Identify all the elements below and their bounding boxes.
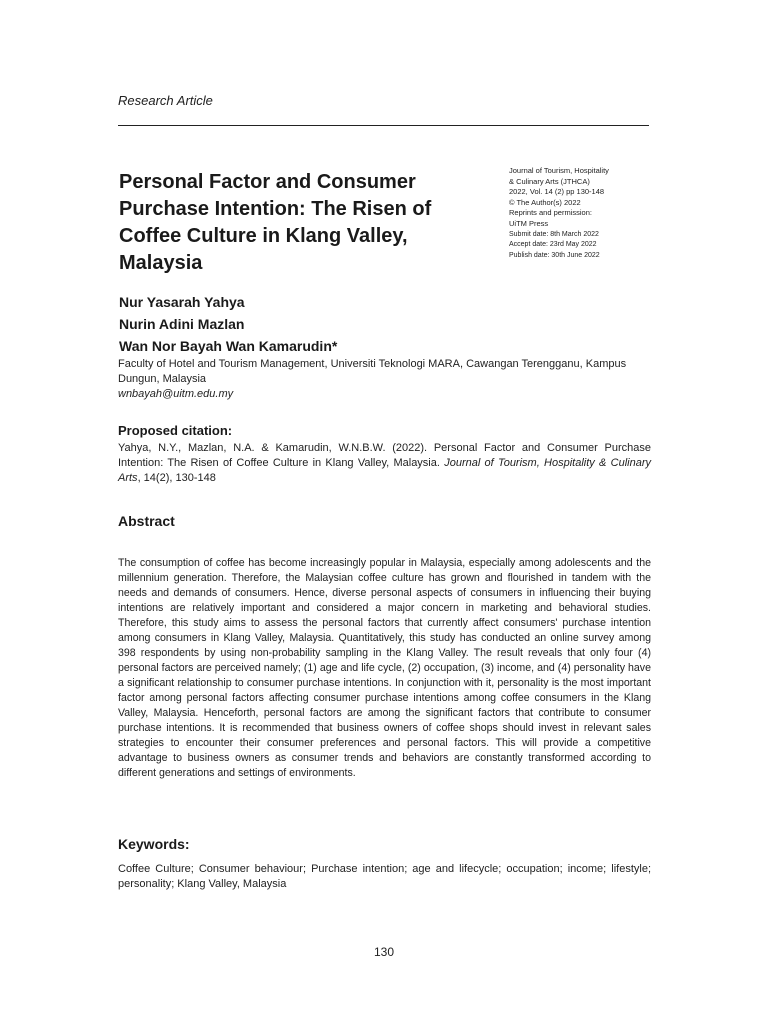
journal-copyright: © The Author(s) 2022 <box>509 197 581 207</box>
corresponding-email[interactable]: wnbayah@uitm.edu.my <box>118 388 234 400</box>
citation-volume: , 14(2), 130-148 <box>137 472 216 484</box>
title-line-3: Coffee Culture in Klang Valley, <box>119 225 408 247</box>
abstract-body: The consumption of coffee has become increasingly popular in Malaysia, especially among adolescents and the millennium generation. Therefore, the Malaysian coffee culture has grown and flourished in tandem with the needs and demands of consumers. Hence, diverse personal aspects of consumers in influencing their buying intentions are relatively important and considered a major concern in marketing and behavioral studies. Therefore, this study aims to assess the personal factors that currently affect consumers' purchase intention among consumers in Klang Valley, Malaysia. Quantitatively, this study has conducted an online survey among 398 respondents by using non-probability sampling in the Klang Valley. The result reveals that only four (4) personal factors are perceived namely; (1) age and life cycle, (2) occupation, (3) income, and (4) personality have a significant relationship to consumer purchase intentions. In conjunction with it, personality is the most important factor among personal factors affecting consumer purchase intentions among coffee consumers in the Klang Valley, Malaysia. Henceforth, personal factors are among the significant factors that contribute to consumer purchase intentions. It is recommended that business owners of coffee shops should invest in relevant sales strategies to encounter their consumer preferences and personal factors. This will provide a competitive advantage to business owners as consumer trends and behaviors are constantly transformed according to different generations and settings of environments. <box>118 557 651 779</box>
submit-date: Submit date: 8th March 2022 <box>509 230 599 238</box>
journal-volume: 2022, Vol. 14 (2) pp 130-148 <box>509 187 605 197</box>
accept-date: Accept date: 23rd May 2022 <box>509 241 597 249</box>
citation-heading: Proposed citation: <box>118 423 233 438</box>
journal-name-line-1: Journal of Tourism, Hospitality <box>509 166 609 175</box>
proposed-citation <box>118 441 651 486</box>
article-type-label: Research Article <box>118 93 213 108</box>
author-2: Nurin Adini Mazlan <box>119 316 245 332</box>
page-number: 130 <box>373 945 395 959</box>
citation-text: Yahya, N.Y., Mazlan, N.A. & Kamarudin, W.N.B.W. (2022). Personal Factor and Consumer Purchase Intention: The Risen of Coffee Culture in Klang Valley, Malaysia. <box>118 442 651 469</box>
journal-info-block <box>509 166 649 261</box>
author-list <box>119 291 337 357</box>
paper-title <box>119 169 449 277</box>
title-line-2: Purchase Intention: The Risen of <box>119 198 432 220</box>
title-line-4: Malaysia <box>119 252 203 274</box>
title-line-1: Personal Factor and Consumer <box>119 171 416 193</box>
keywords-heading: Keywords: <box>118 836 190 852</box>
citation-journal-name: Journal of Tourism, Hospitality & Culinary Arts <box>118 457 651 484</box>
keywords-list: Coffee Culture; Consumer behaviour; Purchase intention; age and lifecycle; occupation; income; lifestyle; personality; Klang Valley, Malaysia <box>118 863 651 890</box>
journal-name-line-2: & Culinary Arts (JTHCA) <box>509 176 590 186</box>
author-1: Nur Yasarah Yahya <box>119 294 245 310</box>
journal-reprints: Reprints and permission: <box>509 208 592 218</box>
abstract-heading: Abstract <box>118 513 175 529</box>
publish-date: Publish date: 30th June 2022 <box>509 251 600 259</box>
author-3: Wan Nor Bayah Wan Kamarudin* <box>119 338 338 354</box>
journal-publisher: UiTM Press <box>509 218 549 228</box>
header-divider <box>118 125 649 126</box>
author-affiliation: Faculty of Hotel and Tourism Management, Universiti Teknologi MARA, Cawangan Terengganu, Kampus Dungun, Malaysia <box>118 358 627 385</box>
